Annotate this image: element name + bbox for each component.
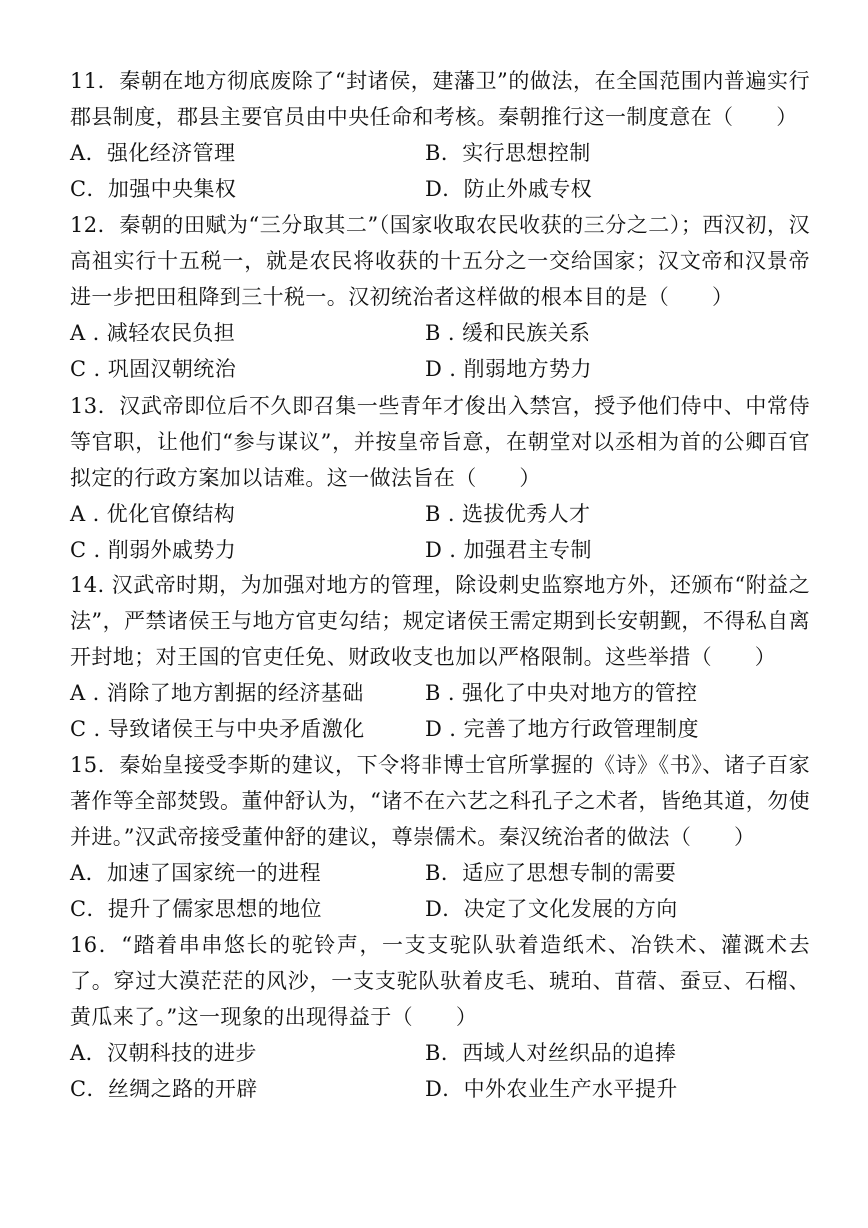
question-stem: 15．秦始皇接受李斯的建议，下令将非博士官所掌握的《诗》《书》、诸子百家著作等全部焚毁。董仲舒认为，“诸不在六艺之科孔子之术者，皆绝其道，勿使并进。”汉武帝接受董仲舒的建议，尊崇儒术。秦汉统治者的做法（ ） (70, 753, 810, 849)
option-d: D . 完善了地方行政管理制度 (425, 717, 699, 741)
question-stem: 14. 汉武帝时期，为加强对地方的管理，除设刺史监察地方外，还颁布“附益之法”，严禁诸侯王与地方官吏勾结；规定诸侯王需定期到长安朝觐，不得私自离开封地；对王国的官吏任免、财政收支也加以严格限制。这些举措（ ） (70, 573, 810, 669)
option-c: C．提升了儒家思想的地位 (70, 897, 322, 921)
option-grid (70, 855, 810, 927)
question-stem: 13．汉武帝即位后不久即召集一些青年才俊出入禁宫，授予他们侍中、中常侍等官职，让他们“参与谋议”，并按皇帝旨意，在朝堂对以丞相为首的公卿百官拟定的行政方案加以诘难。这一做法旨在（ ） (70, 394, 810, 490)
option-d: D . 削弱地方势力 (425, 357, 592, 381)
option-a: A . 优化官僚结构 (70, 502, 236, 526)
option-grid (70, 675, 810, 747)
option-d: D . 加强君主专制 (425, 538, 592, 562)
option-grid (70, 315, 810, 387)
question-12 (70, 207, 810, 387)
option-b: B . 强化了中央对地方的管控 (425, 681, 698, 705)
option-grid (70, 135, 810, 207)
option-c: C．丝绸之路的开辟 (70, 1077, 258, 1101)
option-b: B . 选拔优秀人才 (425, 502, 591, 526)
question-stem: 11．秦朝在地方彻底废除了“封诸侯，建藩卫”的做法，在全国范围内普遍实行郡县制度，郡县主要官员由中央任命和考核。秦朝推行这一制度意在（ ） (70, 69, 810, 129)
option-d: D．防止外戚专权 (425, 177, 593, 201)
option-b: B．西域人对丝织品的追捧 (425, 1041, 677, 1065)
option-b: B . 缓和民族关系 (425, 321, 591, 345)
option-c: C . 导致诸侯王与中央矛盾激化 (70, 717, 365, 741)
option-c: C . 巩固汉朝统治 (70, 357, 237, 381)
option-grid (70, 496, 810, 568)
option-d: D．中外农业生产水平提升 (425, 1077, 678, 1101)
option-a: A．汉朝科技的进步 (70, 1041, 257, 1065)
option-a: A．加速了国家统一的进程 (70, 861, 321, 885)
option-b: B．适应了思想专制的需要 (425, 861, 677, 885)
option-c: C．加强中央集权 (70, 177, 237, 201)
option-b: B．实行思想控制 (425, 141, 591, 165)
option-d: D．决定了文化发展的方向 (425, 897, 678, 921)
question-15 (70, 747, 810, 927)
option-grid (70, 1035, 810, 1107)
question-16 (70, 927, 810, 1107)
question-stem: 12．秦朝的田赋为“三分取其二”（国家收取农民收获的三分之二）；西汉初，汉高祖实行十五税一，就是农民将收获的十五分之一交给国家；汉文帝和汉景帝进一步把田租降到三十税一。汉初统治者这样做的根本目的是（ ） (70, 213, 810, 309)
question-14 (70, 567, 810, 747)
question-11 (70, 63, 810, 207)
question-stem: 16．“踏着串串悠长的驼铃声，一支支驼队驮着造纸术、冶铁术、灌溉术去了。穿过大漠茫茫的风沙，一支支驼队驮着皮毛、琥珀、苜蓿、蚕豆、石榴、黄瓜来了。”这一现象的出现得益于（ ） (70, 933, 810, 1029)
option-a: A . 减轻农民负担 (70, 321, 236, 345)
option-a: A . 消除了地方割据的经济基础 (70, 681, 364, 705)
option-a: A．强化经济管理 (70, 141, 236, 165)
option-c: C . 削弱外戚势力 (70, 538, 237, 562)
question-13 (70, 388, 810, 568)
